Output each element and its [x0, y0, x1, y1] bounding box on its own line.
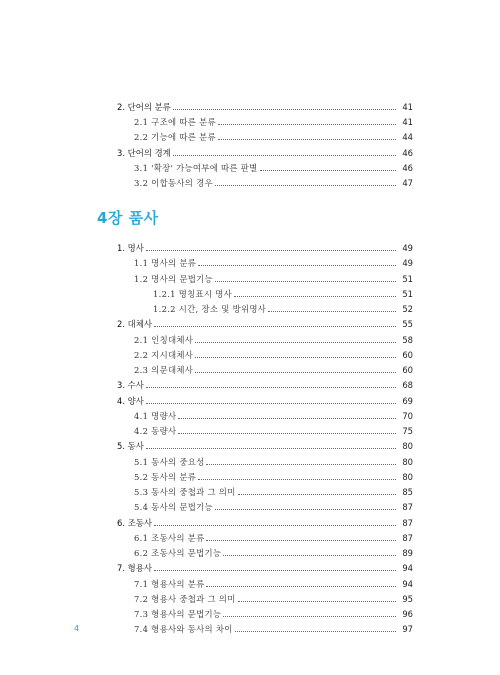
dot-leader: [206, 586, 396, 587]
dot-leader: [173, 155, 396, 156]
toc-entry-page: 41: [402, 102, 413, 112]
dot-leader: [215, 509, 396, 510]
toc-entry-label: 7.2 형용사 중첩과 그 의미: [134, 593, 236, 604]
toc-entry-page: 80: [402, 456, 413, 467]
toc-entry: [117, 332, 413, 346]
dot-leader: [218, 139, 396, 140]
dot-leader: [206, 540, 396, 541]
toc-entry-label: 1.2 명사의 문법기능: [134, 273, 213, 284]
toc-entry-label: 1. 명사: [117, 243, 144, 253]
toc-entry-label: 5. 동사: [117, 441, 144, 452]
toc-entry: [117, 591, 413, 605]
toc-entry-page: 46: [402, 162, 413, 173]
toc-entry-label: 7. 형용사: [117, 563, 152, 574]
dot-leader: [268, 311, 396, 312]
toc-entry-label: 2. 대체사: [117, 319, 152, 330]
toc-entry-page: 49: [402, 243, 413, 253]
toc-entry: [117, 454, 413, 468]
toc-entry: [117, 99, 413, 113]
toc-entry-label: 3. 단어의 경계: [117, 147, 171, 158]
dot-leader: [146, 250, 396, 251]
dot-leader: [198, 265, 396, 266]
dot-leader: [154, 570, 396, 571]
dot-leader: [146, 403, 396, 404]
toc-entry-label: 5.2 동사의 분류: [134, 471, 197, 482]
toc-entry-label: 3.1 '확장' 가능여부에 따른 판별: [134, 162, 258, 173]
dot-leader: [234, 296, 396, 297]
toc-entry-page: 46: [402, 147, 413, 158]
toc-entry-page: 60: [402, 365, 413, 375]
toc-entry-page: 52: [402, 304, 413, 314]
toc-entry-page: 51: [402, 288, 413, 299]
toc-entry-page: 69: [402, 395, 413, 406]
toc-entry-label: 6.1 조동사의 분류: [134, 532, 205, 543]
toc-entry-page: 96: [402, 609, 413, 619]
toc-entry-page: 49: [402, 258, 413, 269]
toc-entry-label: 7.3 형용사의 문법기능: [134, 609, 222, 619]
toc-entry-page: 87: [402, 502, 413, 513]
toc-entry-label: 3. 수사: [117, 380, 144, 391]
toc-entry-page: 89: [402, 548, 413, 558]
dot-leader: [195, 342, 396, 343]
dot-leader: [218, 124, 396, 125]
toc-entry: [117, 606, 413, 620]
toc-entry-page: 87: [402, 517, 413, 528]
toc-entry-label: 4.1 명량사: [134, 410, 177, 421]
toc-entry: [117, 423, 413, 437]
toc-entry-label: 6. 조동사: [117, 517, 152, 528]
toc-entry: [117, 175, 413, 189]
toc-entry: [117, 316, 413, 330]
dot-leader: [178, 433, 396, 434]
toc-entry-label: 2.1 인칭대체사: [134, 334, 194, 345]
toc-entry: [117, 347, 413, 361]
toc-entry: [117, 484, 413, 498]
toc-entry-page: 80: [402, 441, 413, 452]
dot-leader: [206, 464, 396, 465]
toc-entry: [117, 530, 413, 544]
toc-entry-page: 94: [402, 578, 413, 589]
toc-entry: [117, 621, 413, 635]
toc-entry: [117, 499, 413, 513]
toc-entry-label: 1.2.2 시간, 장소 및 방위명사: [153, 304, 267, 314]
dot-leader: [260, 170, 396, 171]
dot-leader: [223, 616, 396, 617]
toc-entry-page: 47: [402, 178, 413, 188]
dot-leader: [238, 494, 396, 495]
dot-leader: [223, 555, 396, 556]
toc-entry-page: 70: [402, 410, 413, 421]
toc-entry-page: 85: [402, 487, 413, 497]
dot-leader: [146, 387, 396, 388]
toc-entry: [117, 377, 413, 391]
toc-entry-label: 4. 양사: [117, 395, 144, 406]
dot-leader: [198, 479, 396, 480]
toc-entry-label: 2.1 구조에 따른 분류: [134, 117, 216, 128]
toc-entry-page: 87: [402, 532, 413, 543]
toc-entry: [117, 438, 413, 452]
toc-entry-page: 68: [402, 380, 413, 391]
toc-entry-label: 5.1 동사의 중요성: [134, 456, 205, 467]
dot-leader: [235, 631, 396, 632]
toc-entry: [117, 545, 413, 559]
dot-leader: [146, 448, 396, 449]
toc-entry-page: 58: [402, 334, 413, 345]
dot-leader: [215, 281, 396, 282]
toc-entry-label: 2.2 지시대체사: [134, 349, 194, 360]
toc-entry-label: 1.1 명사의 분류: [134, 258, 197, 269]
toc-entry: [117, 286, 413, 300]
toc-entry-label: 6.2 조동사의 문법기능: [134, 548, 222, 558]
toc-entry: [117, 515, 413, 529]
toc-entry: [117, 255, 413, 269]
toc-entry: [117, 114, 413, 128]
toc-entry-label: 2.3 의문대체사: [134, 365, 194, 375]
dot-leader: [173, 109, 396, 110]
toc-entry: [117, 129, 413, 143]
toc-entry: [117, 362, 413, 376]
dot-leader: [238, 601, 396, 602]
dot-leader: [154, 525, 396, 526]
toc-entry: [117, 160, 413, 174]
chapter-title: 4장 품사: [97, 209, 159, 227]
dot-leader: [154, 326, 396, 327]
toc-entry: [117, 240, 413, 254]
dot-leader: [215, 185, 396, 186]
toc-entry-page: 44: [402, 132, 413, 143]
toc-entry-page: 75: [402, 426, 413, 436]
toc-entry-page: 60: [402, 349, 413, 360]
toc-entry: [117, 301, 413, 315]
dot-leader: [195, 372, 396, 373]
toc-entry-page: 80: [402, 471, 413, 482]
toc-entry: [117, 576, 413, 590]
toc-entry-page: 95: [402, 593, 413, 604]
toc-entry: [117, 145, 413, 159]
toc-entry-page: 51: [402, 273, 413, 284]
toc-entry-label: 7.1 형용사의 분류: [134, 578, 205, 589]
toc-entry-label: 2. 단어의 분류: [117, 102, 171, 112]
toc-entry-page: 41: [402, 117, 413, 128]
toc-entry-page: 97: [402, 624, 413, 635]
toc-entry-label: 7.4 형용사와 동사의 차이: [134, 624, 233, 635]
toc-entry: [117, 560, 413, 574]
toc-entry-label: 2.2 기능에 따른 분류: [134, 132, 216, 143]
toc-entry: [117, 393, 413, 407]
dot-leader: [178, 418, 396, 419]
toc-entry: [117, 271, 413, 285]
toc-entry: [117, 408, 413, 422]
toc-entry-label: 4.2 동량사: [134, 426, 177, 436]
dot-leader: [195, 357, 396, 358]
page-number: 4: [74, 624, 80, 633]
toc-entry-label: 3.2 이합동사의 경우: [134, 178, 213, 188]
toc-entry: [117, 469, 413, 483]
toc-entry-label: 5.3 동사의 중첩과 그 의미: [134, 487, 236, 497]
toc-entry-page: 94: [402, 563, 413, 574]
toc-entry-page: 55: [402, 319, 413, 330]
toc-entry-label: 1.2.1 명칭표시 명사: [153, 288, 233, 299]
toc-entry-label: 5.4 동사의 문법기능: [134, 502, 213, 513]
